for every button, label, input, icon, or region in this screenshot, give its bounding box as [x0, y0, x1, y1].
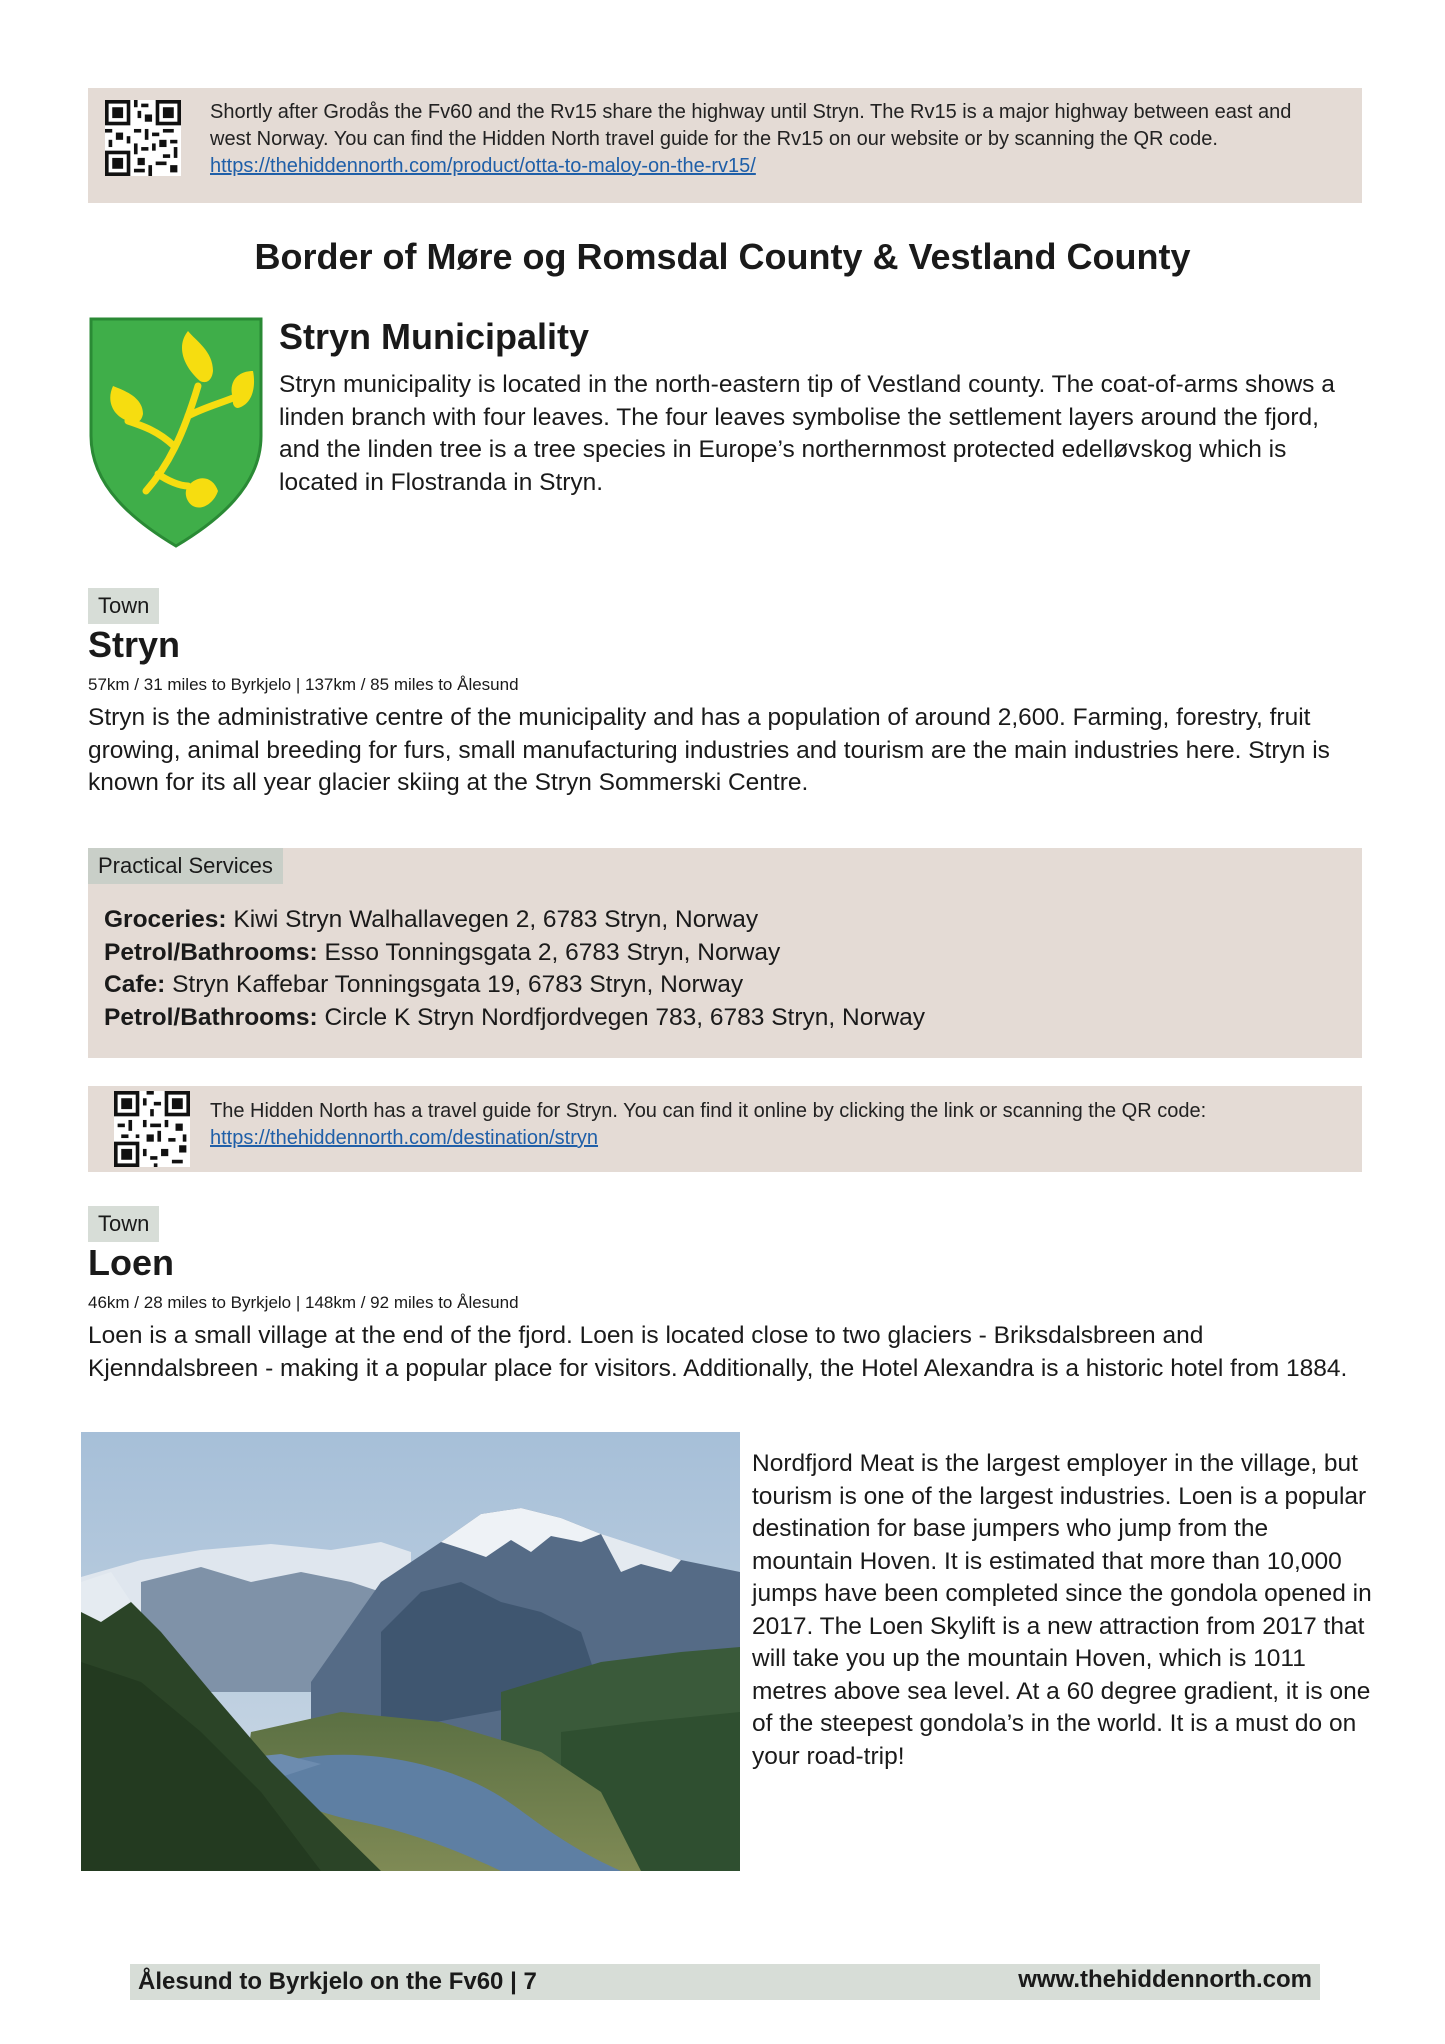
practical-services-box — [88, 848, 1362, 1058]
qr-code-stryn[interactable] — [114, 1091, 190, 1167]
stryn-town-tag: Town — [88, 588, 159, 624]
qr-code-icon — [114, 1091, 190, 1167]
stryn-guide-text: The Hidden North has a travel guide for Stryn. You can find it online by clicking the link or scanning the QR code: https://thehiddennorth.com/destination/stryn — [210, 1100, 1207, 1149]
loen-town-name: Loen — [88, 1242, 174, 1283]
linden-branch-emblem — [88, 316, 264, 549]
rv15-info-box — [88, 88, 1362, 203]
footer-page-label: Ålesund to Byrkjelo on the Fv60 | 7 — [138, 1968, 537, 1995]
footer-website[interactable]: www.thehiddennorth.com — [1018, 1966, 1312, 1993]
practical-services-tag: Practical Services — [88, 848, 283, 884]
loen-side-text: Nordfjord Meat is the largest employer in the village, but tourism is one of the largest industries. Loen is a popular destination for base jumpers who jump from the mountain Hoven. It is estimated that more than 10,000 jumps have been completed since the gondola opened in 2017. The Loen Skylift is a new attraction from 2017 that will take you up the mountain Hoven, which is 1011 metres above sea level. At a 60 degree gradient, it is one of the steepest gondola’s in the world. It is a must do on your road-trip! — [752, 1450, 1372, 1770]
service-item: Petrol/Bathrooms: Circle K Stryn Nordfjordvegen 783, 6783 Stryn, Norway — [104, 1003, 926, 1031]
stryn-guide-box — [88, 1086, 1362, 1172]
service-item: Groceries: Kiwi Stryn Walhallavegen 2, 6783 Stryn, Norway — [104, 906, 759, 933]
municipality-title: Stryn Municipality — [279, 316, 590, 357]
loen-description: Loen is a small village at the end of the fjord. Loen is located close to two glaciers - Briksdalsbreen and Kjenndalsbreen - making it a popular place for visitors. Additionally, the Hotel Alexandra is a historic hotel from 1884. — [88, 1322, 1348, 1382]
qr-code-rv15[interactable] — [105, 100, 181, 176]
rv15-guide-link[interactable]: https://thehiddennorth.com/product/otta-to-maloy-on-the-rv15/ — [210, 155, 756, 177]
stryn-distance: 57km / 31 miles to Byrkjelo | 137km / 85 miles to Ålesund — [88, 675, 519, 694]
section-title: Border of Møre og Romsdal County & Vestland County — [254, 236, 1191, 277]
services-list — [104, 904, 925, 1034]
loen-fjord-photo — [81, 1432, 740, 1871]
page-footer — [130, 1964, 1320, 2000]
stryn-description: Stryn is the administrative centre of the municipality and has a population of around 2,600. Farming, forestry, fruit growing, animal breeding for furs, small manufacturing industries and tourism are the main industries here. Stryn is known for its all year glacier skiing at the Stryn Sommerski Centre. — [88, 704, 1330, 796]
stryn-coat-of-arms — [88, 316, 264, 549]
rv15-info-text: Shortly after Grodås the Fv60 and the Rv15 share the highway until Stryn. The Rv15 is a major highway between east and west Norway. You can find the Hidden North travel guide for the Rv15 on our website or by scanning the QR code. https://thehiddennorth.com/product/otta-to-maloy-on-the-rv15/ — [210, 101, 1292, 177]
stryn-guide-link[interactable]: https://thehiddennorth.com/destination/stryn — [210, 1127, 599, 1149]
municipality-description: Stryn municipality is located in the north-eastern tip of Vestland county. The coat-of-arms shows a linden branch with four leaves. The four leaves symbolise the settlement layers around the fjord, and the linden tree is a tree species in Europe’s northernmost protected edelløvskog which is located in Flostranda in Stryn. — [279, 371, 1335, 496]
service-item: Cafe: Stryn Kaffebar Tonningsgata 19, 6783 Stryn, Norway — [104, 971, 744, 998]
service-item: Petrol/Bathrooms: Esso Tonningsgata 2, 6783 Stryn, Norway — [104, 938, 781, 966]
loen-distance: 46km / 28 miles to Byrkjelo | 148km / 92 miles to Ålesund — [88, 1293, 519, 1312]
stryn-town-name: Stryn — [88, 624, 181, 665]
loen-town-tag: Town — [88, 1206, 159, 1242]
qr-code-icon — [105, 100, 181, 176]
fjord-landscape-image — [81, 1432, 740, 1871]
